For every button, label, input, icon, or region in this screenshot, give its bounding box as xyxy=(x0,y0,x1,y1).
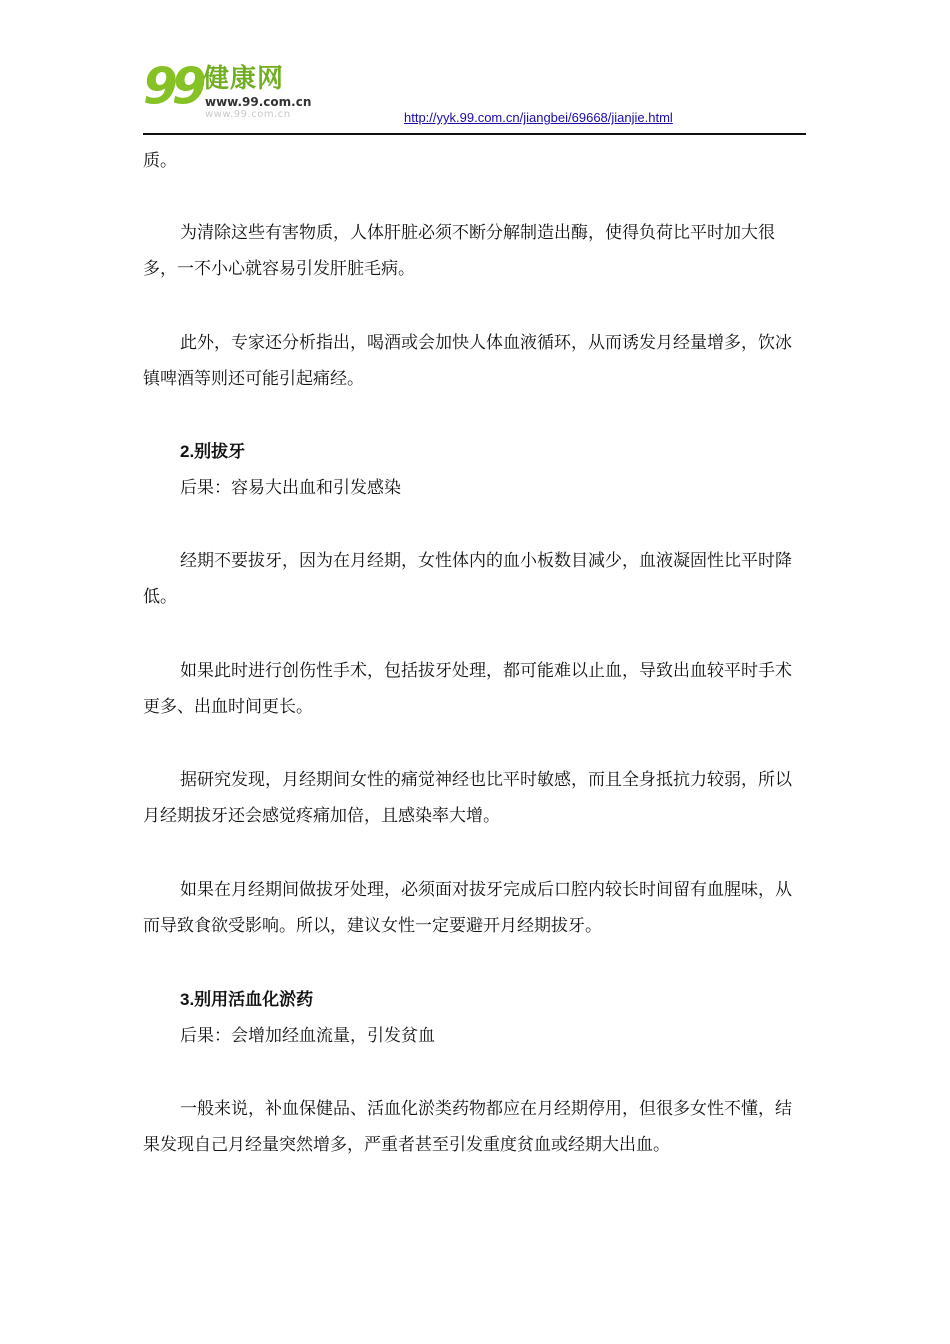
section-consequence-2: 后果：容易大出血和引发感染 xyxy=(180,478,401,498)
paragraph-bleeding: 如果此时进行创伤性手术，包括拔牙处理，都可能难以止血，导致出血较平时手术更多、出血时间更长。 xyxy=(143,661,792,717)
section-heading-2: 2.别拔牙 xyxy=(180,442,246,461)
paragraph-supplements: 一般来说，补血保健品、活血化淤类药物都应在月经期停用，但很多女性不懂，结果发现自己月经量突然增多，严重者甚至引发重度贫血或经期大出血。 xyxy=(143,1099,792,1155)
logo-url-reflection: www.99.com.cn xyxy=(205,109,291,120)
logo-number: 99 xyxy=(143,57,201,115)
source-link[interactable]: http://yyk.99.com.cn/jiangbei/69668/jianjie.html xyxy=(404,110,673,125)
section-heading-3: 3.别用活血化淤药 xyxy=(180,990,314,1009)
paragraph-platelets: 经期不要拔牙，因为在月经期，女性体内的血小板数目减少，血液凝固性比平时降低。 xyxy=(143,551,792,607)
header-divider xyxy=(143,133,806,135)
paragraph-alcohol: 此外，专家还分析指出，喝酒或会加快人体血液循环，从而诱发月经量增多，饮冰镇啤酒等则还可能引起痛经。 xyxy=(143,333,792,389)
paragraph-advice: 如果在月经期间做拔牙处理，必须面对拔牙完成后口腔内较长时间留有血腥味，从而导致食欲受影响。所以，建议女性一定要避开月经期拔牙。 xyxy=(143,880,792,936)
paragraph-continuation: 质。 xyxy=(143,151,177,171)
paragraph-liver: 为清除这些有害物质，人体肝脏必须不断分解制造出酶，使得负荷比平时加大很多，一不小心就容易引发肝脏毛病。 xyxy=(143,223,775,279)
section-consequence-3: 后果：会增加经血流量，引发贫血 xyxy=(180,1026,435,1046)
paragraph-pain: 据研究发现，月经期间女性的痛觉神经也比平时敏感，而且全身抵抗力较弱，所以月经期拔牙还会感觉疼痛加倍，且感染率大增。 xyxy=(143,770,792,826)
site-logo[interactable] xyxy=(143,57,343,126)
page-header xyxy=(143,57,806,134)
logo-url: www.99.com.cn xyxy=(205,95,312,109)
logo-brand-name: 健康网 xyxy=(203,64,285,94)
